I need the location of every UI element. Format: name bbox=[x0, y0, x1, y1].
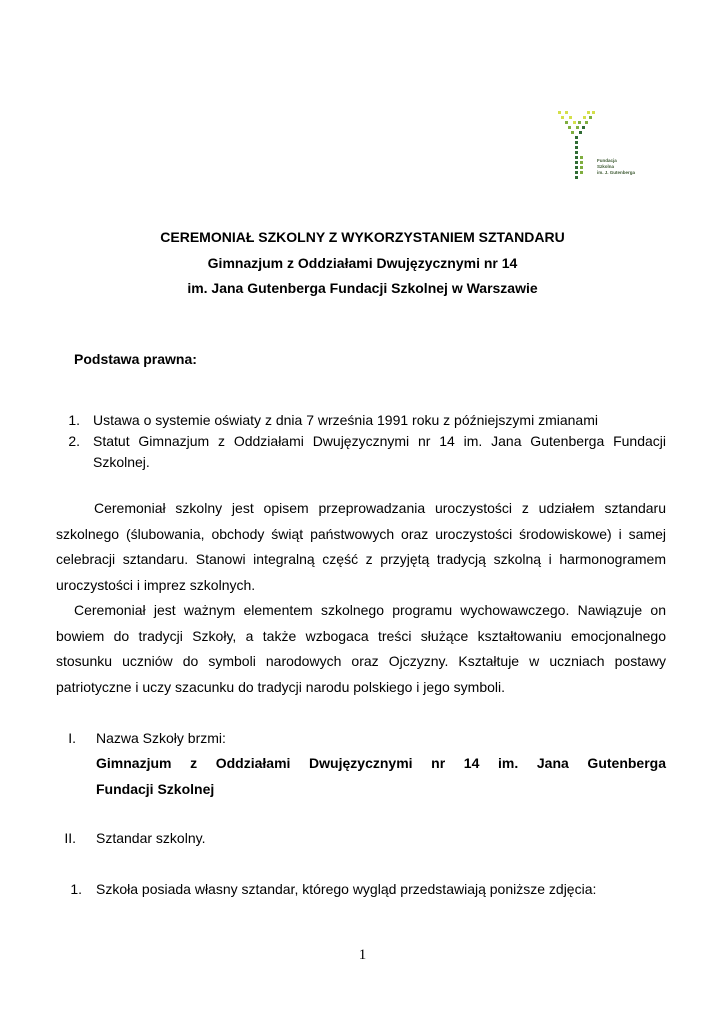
document-subtitle: Gimnazjum z Oddziałami Dwujęzycznymi nr 14 bbox=[207, 255, 518, 271]
logo-dot bbox=[575, 156, 578, 159]
logo-dot bbox=[569, 116, 572, 119]
logo-dot bbox=[578, 121, 581, 124]
logo-dot bbox=[580, 161, 583, 164]
logo-dot bbox=[571, 131, 574, 134]
logo-dot bbox=[575, 141, 578, 144]
legal-basis-list bbox=[56, 410, 666, 473]
logo-dot bbox=[576, 126, 579, 129]
list-item-number: 2. bbox=[68, 433, 80, 449]
section-number: II. bbox=[64, 830, 76, 846]
list-item-number: 1. bbox=[70, 881, 82, 897]
school-name-line: Fundacji Szkolnej bbox=[96, 780, 215, 797]
logo-dot bbox=[565, 111, 568, 114]
logo-text bbox=[597, 158, 635, 176]
logo-dot bbox=[558, 111, 561, 114]
section-label: Sztandar szkolny. bbox=[96, 830, 206, 846]
logo-line: Fundacja bbox=[597, 158, 617, 163]
logo-dot bbox=[575, 146, 578, 149]
list-item-text: Szkoła posiada własny sztandar, którego wygląd przedstawiają poniższe zdjęcia: bbox=[96, 881, 597, 897]
logo-dot bbox=[580, 171, 583, 174]
logo-dot bbox=[575, 161, 578, 164]
logo-dot bbox=[575, 151, 578, 154]
logo-dot bbox=[575, 176, 578, 179]
legal-basis-heading: Podstawa prawna: bbox=[74, 351, 197, 367]
logo-dot bbox=[575, 166, 578, 169]
document-subtitle-2: im. Jana Gutenberga Fundacji Szkolnej w Warszawie bbox=[187, 280, 538, 296]
list-item bbox=[56, 410, 666, 431]
paragraph: Ceremoniał jest ważnym elementem szkolnego programu wychowawczego. Nawiązuje on bowiem do tradycji Szkoły, a także wzbogaca treści służące kształtowaniu emocjonalnego stosunku uczniów do symboli narodowych oraz Ojczyzny. Kształtuje w uczniach postawy patriotyczne i uczy szacunku do tradycji narodu polskiego i jego symboli. bbox=[56, 602, 666, 695]
school-name bbox=[96, 751, 666, 802]
logo-dot bbox=[573, 121, 576, 124]
logo-dot bbox=[582, 126, 585, 129]
logo-dot bbox=[580, 156, 583, 159]
document-title: CEREMONIAŁ SZKOLNY Z WYKORZYSTANIEM SZTANDARU bbox=[160, 229, 565, 245]
list-item bbox=[56, 431, 666, 473]
logo-dot bbox=[575, 171, 578, 174]
list-item-text: Ustawa o systemie oświaty z dnia 7 września 1991 roku z późniejszymi zmianami bbox=[93, 412, 598, 428]
logo-dot bbox=[589, 116, 592, 119]
logo-dot bbox=[565, 121, 568, 124]
list-item-text: Statut Gimnazjum z Oddziałami Dwujęzycznymi nr 14 im. Jana Gutenberga Fundacji Szkolnej. bbox=[93, 433, 666, 470]
logo-dot bbox=[585, 121, 588, 124]
logo-line: im. J. Gutenberga bbox=[597, 170, 636, 175]
school-foundation-logo bbox=[556, 108, 646, 188]
logo-dot bbox=[580, 166, 583, 169]
section-number: I. bbox=[68, 730, 76, 746]
logo-dot bbox=[579, 131, 582, 134]
logo-line: Szkolna bbox=[597, 164, 615, 169]
logo-dot bbox=[561, 116, 564, 119]
logo-dot bbox=[568, 126, 571, 129]
logo-dot bbox=[583, 116, 586, 119]
paragraph: Ceremoniał szkolny jest opisem przeprowadzania uroczystości z udziałem sztandaru szkolnego (ślubowania, obchody świąt państwowych oraz uroczystości środowiskowe) i samej celebracji sztandaru. Stanowi integralną część z przyjętą tradycją szkolną i harmonogramem uroczystości i imprez szkolnych. bbox=[56, 500, 666, 593]
page-number: 1 bbox=[358, 947, 367, 963]
list-item-number: 1. bbox=[68, 412, 80, 428]
logo-dot bbox=[592, 111, 595, 114]
section-label: Nazwa Szkoły brzmi: bbox=[96, 730, 226, 746]
tree-of-dots-logo-icon bbox=[556, 108, 596, 188]
logo-dot bbox=[575, 136, 578, 139]
logo-dot bbox=[587, 111, 590, 114]
school-name-line: Gimnazjum z Oddziałami Dwujęzycznymi nr 14 im. Jana Gutenberga bbox=[96, 755, 666, 771]
